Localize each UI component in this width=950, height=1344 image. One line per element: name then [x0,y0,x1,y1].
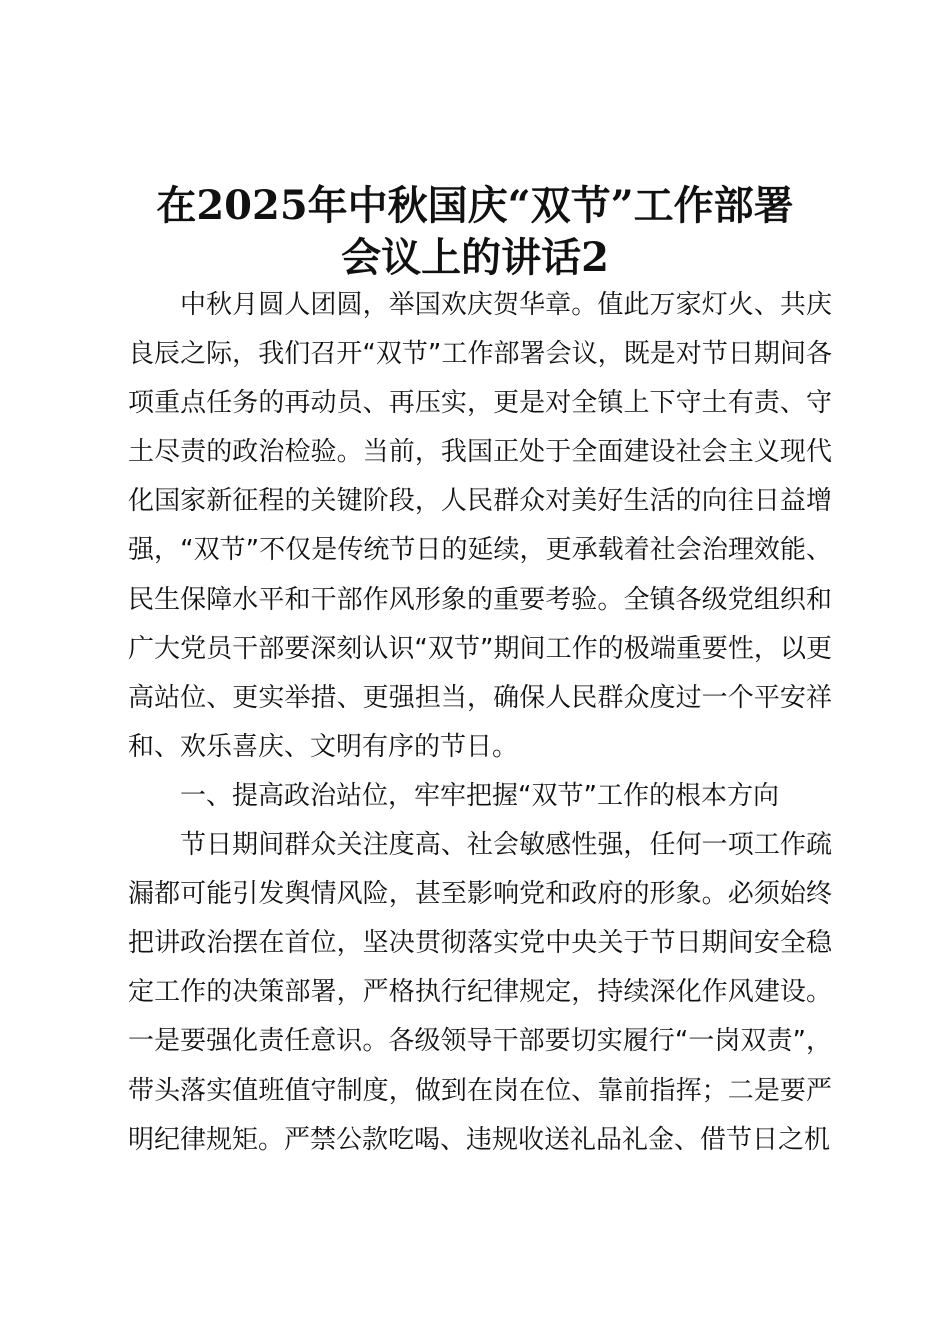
document-title-line-1: 在2025年中秋国庆“双节”工作部署 [156,182,794,229]
intro-paragraph: 中秋月圆人团圆，举国欢庆贺华章。值此万家灯火、共庆良辰之际，我们召开“双节”工作部署会议，既是对节日期间各项重点任务的再动员、再压实，更是对全镇上下守土有责、守土尽责的政治检验。当前，我国正处于全面建设社会主义现代化国家新征程的关键阶段，人民群众对美好生活的向往日益增强，“双节”不仅是传统节日的延续，更承载着社会治理效能、民生保障水平和干部作风形象的重要考验。全镇各级党组织和广大党员干部要深刻认识“双节”期间工作的极端重要性，以更高站位、更实举措、更强担当，确保人民群众度过一个平安祥和、欢乐喜庆、文明有序的节日。 [128,290,832,762]
document-body [128,281,832,1165]
section-heading-1: 一、提高政治站位，牢牢把握“双节”工作的根本方向 [180,780,779,811]
section-1-paragraph: 节日期间群众关注度高、社会敏感性强，任何一项工作疏漏都可能引发舆情风险，甚至影响党和政府的形象。必须始终把讲政治摆在首位，坚决贯彻落实党中央关于节日期间安全稳定工作的决策部署，严格执行纪律规定，持续深化作风建设。一是要强化责任意识。各级领导干部要切实履行“一岗双责”，带头落实值班值守制度，做到在岗在位、靠前指挥；二是要严明纪律规矩。严禁公款吃喝、违规收送礼品礼金、借节日之机 [128,830,832,1155]
document-title-line-2: 会议上的讲话2 [341,234,609,281]
